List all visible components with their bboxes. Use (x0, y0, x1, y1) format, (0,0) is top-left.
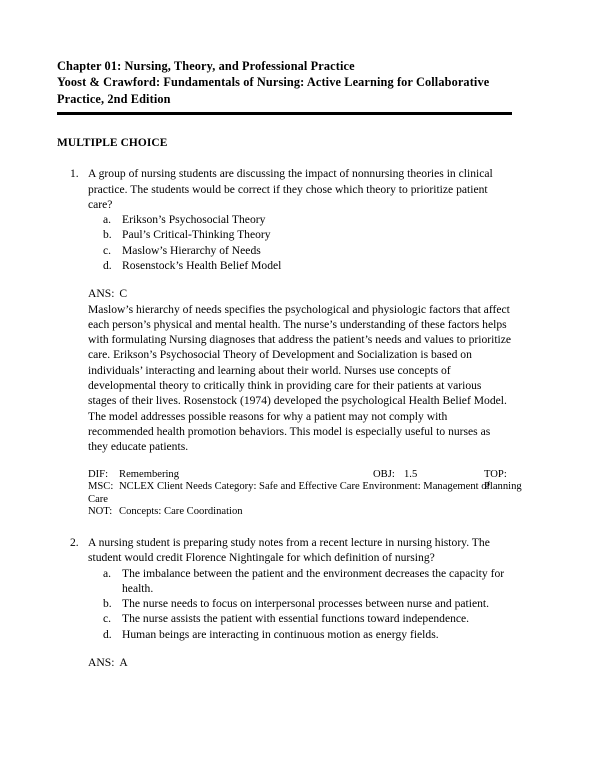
option-item[interactable] (103, 258, 512, 273)
title-horizontal-rule (57, 112, 512, 115)
option-letter: b. (103, 228, 112, 242)
page-content (57, 58, 522, 670)
metadata-obj-value: 1.5 (404, 468, 418, 480)
option-item[interactable] (103, 566, 512, 597)
metadata-row-not (88, 506, 512, 519)
metadata-top-value: Planning (484, 481, 522, 493)
option-item[interactable] (103, 627, 512, 642)
question-number: 1. (70, 167, 79, 181)
question-number: 2. (70, 535, 79, 549)
metadata-obj-group (373, 469, 417, 482)
option-text: The nurse assists the patient with essential functions toward independence. (122, 612, 470, 626)
option-text: The nurse needs to focus on interpersonal processes between nurse and patient. (122, 597, 490, 611)
answer-label: ANS: (88, 287, 115, 301)
metadata-msc-value: NCLEX Client Needs Category: Safe and Effective Care Environment: Management of Care (88, 481, 491, 505)
answer-rationale: Maslow’s hierarchy of needs specifies the psychological and physiologic factors that affect each person’s physical and mental health. The nurse’s understanding of these factors helps with formulating Nursing diagnoses that address the patient’s needs and values to prioritize care. Erikson’s Psychosocial Theory of Development and Socialization is based on individuals’ interacting and learning about their world. Nurses use concepts of developmental theory to critically think in providing care for their patients at various stages of their lives. Rosenstock (1974) developed the psychological Health Belief Model. The model addresses possible reasons for why a patient may not comply with recommended health promotion behaviors. This model is especially useful to nurses as they educate patients. (88, 302, 512, 454)
question-stem-text: A group of nursing students are discussing the impact of nonnursing theories in clinical practice. The students would be correct if they chose which theory to prioritize patient care? (88, 167, 493, 211)
document-title-line-2: Yoost & Crawford: Fundamentals of Nursing: Active Learning for Collaborative (57, 75, 490, 90)
option-letter: b. (103, 597, 112, 611)
question-stem-row (57, 166, 512, 212)
answer-line (88, 655, 512, 670)
option-item[interactable] (103, 243, 512, 258)
option-letter: d. (103, 259, 112, 272)
question-stem-text: A nursing student is preparing study notes from a recent lecture in nursing history. The student would credit Florence Nightingale for which definition of nursing? (88, 535, 490, 565)
metadata-obj-label: OBJ: (373, 468, 395, 480)
answer-block (57, 286, 512, 454)
option-text: Maslow’s Hierarchy of Needs (122, 243, 261, 257)
option-item[interactable] (103, 596, 512, 611)
section-heading-multiple-choice: MULTIPLE CHOICE (57, 137, 168, 150)
option-letter: a. (103, 566, 112, 580)
option-text: Paul’s Critical-Thinking Theory (122, 228, 271, 242)
answer-line (88, 286, 512, 301)
document-title (57, 58, 512, 107)
document-title-line-3: Practice, 2nd Edition (57, 91, 171, 106)
option-text: The imbalance between the patient and the environment decreases the capacity for health. (122, 566, 505, 595)
metadata-not-value: Concepts: Care Coordination (119, 506, 243, 518)
option-text: Rosenstock’s Health Belief Model (122, 259, 282, 272)
option-item[interactable] (103, 212, 512, 227)
question-metadata (57, 468, 522, 519)
option-item[interactable] (103, 611, 512, 626)
metadata-dif-label: DIF: (88, 468, 109, 480)
answer-value: C (119, 287, 128, 301)
option-item[interactable] (103, 227, 512, 242)
document-title-line-1: Chapter 01: Nursing, Theory, and Professional Practice (57, 59, 355, 73)
option-text: Erikson’s Psychosocial Theory (122, 213, 266, 227)
answer-block (57, 655, 512, 670)
metadata-row-msc (88, 481, 512, 506)
question-block-2 (57, 535, 512, 670)
answer-label: ANS: (88, 656, 115, 670)
metadata-dif-value: Remembering (119, 468, 180, 480)
question-options-list (57, 566, 512, 642)
metadata-not-label: NOT: (88, 506, 113, 518)
question-stem-row (57, 535, 512, 566)
metadata-top-label: TOP: (484, 468, 507, 480)
metadata-top-group (484, 469, 522, 494)
option-letter: d. (103, 627, 112, 641)
answer-value: A (119, 656, 128, 670)
option-letter: a. (103, 213, 112, 227)
option-letter: c. (103, 612, 112, 626)
question-options-list (57, 212, 512, 273)
question-block-1 (57, 166, 522, 519)
option-text: Human beings are interacting in continuous motion as energy fields. (122, 627, 439, 641)
option-letter: c. (103, 243, 112, 257)
metadata-msc-label: MSC: (88, 481, 114, 493)
